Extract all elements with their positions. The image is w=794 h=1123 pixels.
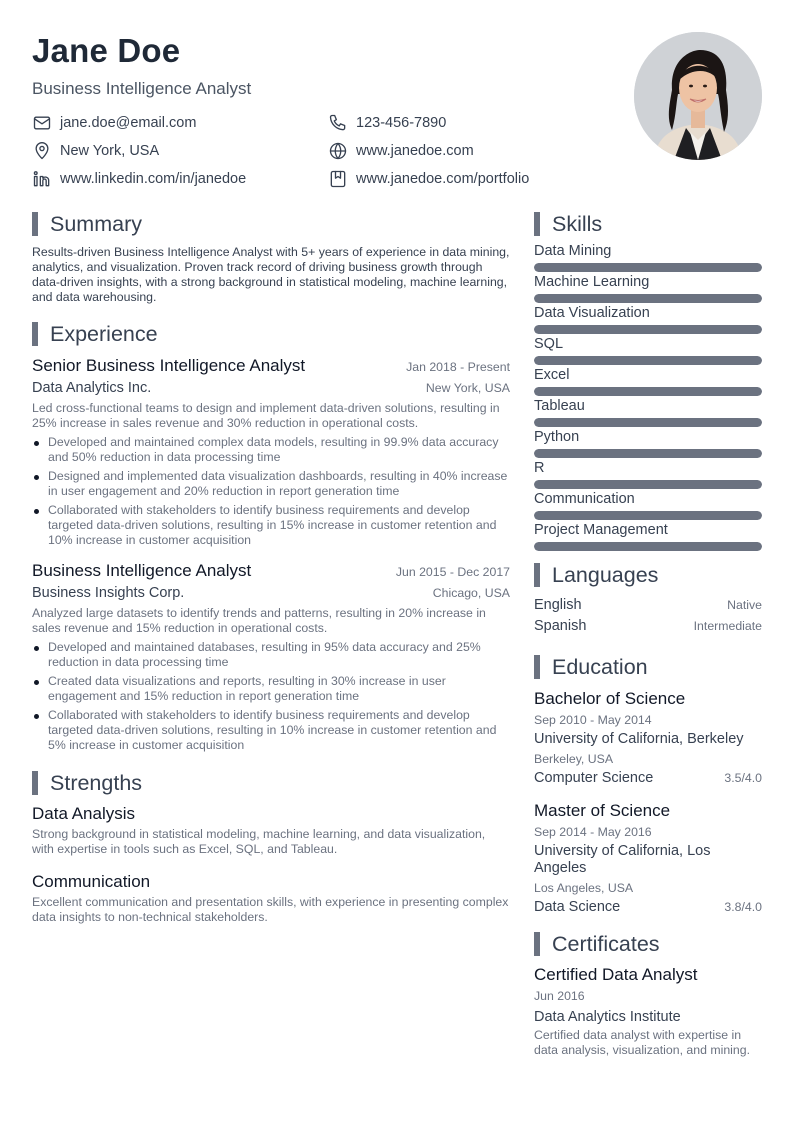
job-bullet: Created data visualizations and reports, resulting in 30% increase in user engagement and 15% reduction in report generation time: [32, 674, 510, 704]
section-accent-bar: [32, 322, 38, 346]
education-school: University of California, Berkeley: [534, 731, 744, 747]
languages-list: [534, 597, 762, 639]
skill-bar-fill: [534, 356, 762, 365]
languages-heading: [534, 563, 762, 587]
contact-website[interactable]: [328, 140, 474, 162]
certificate-description: Certified data analyst with expertise in data analysis, visualization, and mining.: [534, 1028, 751, 1057]
section-accent-bar: [32, 212, 38, 236]
skill-name: Tableau: [534, 398, 585, 414]
location-text: New York, USA: [60, 143, 160, 159]
education-degree: Master of Science: [534, 801, 671, 820]
skill-bar-fill: [534, 480, 762, 489]
main-column: [32, 212, 510, 925]
skill-item: [534, 273, 762, 304]
contact-email[interactable]: [32, 112, 196, 134]
language-item: [534, 618, 762, 639]
skills-list: [534, 242, 762, 552]
phone-text: 123-456-7890: [356, 115, 447, 131]
job-location: New York, USA: [425, 381, 510, 395]
skill-item: [534, 490, 762, 521]
experience-heading: [32, 322, 510, 346]
language-level: Native: [727, 598, 762, 612]
job-entry: [32, 355, 510, 548]
skills-section: [534, 212, 762, 552]
contact-location: [32, 140, 159, 162]
language-level: Intermediate: [693, 619, 762, 633]
skill-bar: [534, 511, 762, 520]
job-location: Chicago, USA: [432, 586, 510, 600]
education-item: [534, 688, 762, 786]
skill-bar: [534, 294, 762, 303]
job-company: Business Insights Corp.: [32, 585, 185, 601]
linkedin-icon: [32, 169, 52, 189]
candidate-name: Jane Doe: [32, 32, 181, 69]
contact-portfolio[interactable]: [328, 168, 529, 190]
skills-heading: [534, 212, 762, 236]
education-degree: Bachelor of Science: [534, 689, 686, 708]
job-entry: [32, 560, 510, 753]
certificate-issuer: Data Analytics Institute: [534, 1009, 681, 1025]
skill-bar: [534, 325, 762, 334]
phone-icon: [328, 113, 348, 133]
education-gpa: 3.5/4.0: [724, 771, 762, 785]
resume-header: [32, 30, 622, 100]
contact-linkedin[interactable]: [32, 168, 246, 190]
skill-name: Python: [534, 429, 580, 445]
education-section: [534, 655, 762, 915]
profile-photo: [634, 32, 762, 160]
contact-phone[interactable]: [328, 112, 446, 134]
summary-section: [32, 212, 510, 305]
summary-text: Results-driven Business Intelligence Analyst with 5+ years of experience in data mining, analytics, and visualization. Proven track record of driving business growth through data-driven insights, with a strong background in statistical modeling, machine learning, and data warehousing.: [32, 245, 510, 304]
section-accent-bar: [534, 212, 540, 236]
section-heading-text: Summary: [50, 211, 142, 236]
education-gpa: 3.8/4.0: [724, 900, 762, 914]
certificates-heading: [534, 932, 762, 956]
map-pin-icon: [32, 141, 52, 161]
languages-section: [534, 563, 762, 639]
skill-bar-fill: [534, 511, 762, 520]
skill-name: Machine Learning: [534, 274, 650, 290]
section-accent-bar: [534, 655, 540, 679]
skill-item: [534, 459, 762, 490]
skill-bar-fill: [534, 449, 762, 458]
job-title: Senior Business Intelligence Analyst: [32, 356, 306, 375]
education-item: [534, 800, 762, 915]
skill-bar-fill: [534, 263, 762, 272]
strengths-heading: [32, 771, 510, 795]
job-bullets: [32, 640, 510, 753]
job-title: Business Intelligence Analyst: [32, 561, 252, 580]
certificates-section: [534, 932, 762, 1058]
skill-item: [534, 304, 762, 335]
experience-section: [32, 322, 510, 753]
education-field: Computer Science: [534, 770, 654, 786]
skill-bar: [534, 542, 762, 551]
education-date: Sep 2010 - May 2014: [534, 713, 652, 727]
education-location: Los Angeles, USA: [534, 881, 634, 895]
certificate-date: Jun 2016: [534, 989, 585, 1003]
strength-description: Excellent communication and presentation skills, with experience in presenting complex data insights to non-technical stakeholders.: [32, 895, 509, 924]
section-heading-text: Strengths: [50, 770, 143, 795]
mail-icon: [32, 113, 52, 133]
language-name: Spanish: [534, 618, 587, 634]
candidate-title: Business Intelligence Analyst: [32, 79, 252, 98]
language-name: English: [534, 597, 582, 613]
job-bullet: Collaborated with stakeholders to identify business requirements and develop targeted data-driven solutions, resulting in 15% increase in customer retention and 10% increase in customer acquisition: [32, 503, 510, 548]
education-field: Data Science: [534, 899, 621, 915]
email-text: jane.doe@email.com: [60, 115, 197, 131]
job-date: Jan 2018 - Present: [406, 360, 510, 374]
section-heading-text: Languages: [552, 562, 659, 587]
skill-bar-fill: [534, 387, 762, 396]
globe-icon: [328, 141, 348, 161]
job-date: Jun 2015 - Dec 2017: [395, 565, 510, 579]
strength-description: Strong background in statistical modeling, machine learning, and data visualization, with expertise in tools such as Excel, SQL, and Tableau.: [32, 827, 486, 856]
job-bullet: Developed and maintained complex data models, resulting in 99.9% data accuracy and 50% reduction in data processing time: [32, 435, 510, 465]
section-heading-text: Experience: [50, 321, 158, 346]
section-accent-bar: [32, 771, 38, 795]
section-accent-bar: [534, 932, 540, 956]
job-description: Analyzed large datasets to identify trends and patterns, resulting in 20% increase in sales revenue and 15% reduction in operational costs.: [32, 606, 486, 635]
skill-item: [534, 242, 762, 273]
job-bullet: Designed and implemented data visualization dashboards, resulting in 40% increase in user engagement and 20% reduction in report generation time: [32, 469, 510, 499]
skill-bar-fill: [534, 294, 762, 303]
section-heading-text: Skills: [552, 211, 603, 236]
job-bullet: Collaborated with stakeholders to identify business requirements and develop targeted data-driven solutions, resulting in 10% increase in customer retention and 5% increase in customer acquisition: [32, 708, 510, 753]
strength-item: [32, 871, 510, 925]
strength-title: Communication: [32, 872, 151, 891]
skill-name: Excel: [534, 367, 570, 383]
skill-name: Data Visualization: [534, 305, 650, 321]
skill-item: [534, 335, 762, 366]
skill-item: [534, 366, 762, 397]
job-bullets: [32, 435, 510, 548]
skill-bar-fill: [534, 325, 762, 334]
bookmark-icon: [328, 169, 348, 189]
language-item: [534, 597, 762, 618]
skill-name: Project Management: [534, 522, 668, 538]
education-school: University of California, Los Angeles: [534, 843, 711, 876]
education-location: Berkeley, USA: [534, 752, 614, 766]
linkedin-text: www.linkedin.com/in/janedoe: [60, 171, 247, 187]
education-date: Sep 2014 - May 2016: [534, 825, 652, 839]
skill-bar: [534, 418, 762, 427]
portfolio-text: www.janedoe.com/portfolio: [356, 171, 530, 187]
strength-item: [32, 803, 510, 857]
job-company: Data Analytics Inc.: [32, 380, 152, 396]
job-description: Led cross-functional teams to design and implement data-driven solutions, resulting in 25% increase in sales revenue and 30% reduction in operational costs.: [32, 401, 500, 430]
skill-name: SQL: [534, 336, 564, 352]
summary-heading: [32, 212, 510, 236]
skill-item: [534, 521, 762, 552]
skill-bar: [534, 387, 762, 396]
section-accent-bar: [534, 563, 540, 587]
website-text: www.janedoe.com: [356, 143, 474, 159]
skill-bar: [534, 449, 762, 458]
skill-item: [534, 397, 762, 428]
skill-bar: [534, 356, 762, 365]
skill-bar: [534, 263, 762, 272]
education-heading: [534, 655, 762, 679]
skill-bar: [534, 480, 762, 489]
certificate-name: Certified Data Analyst: [534, 965, 698, 984]
certificate-item: [534, 964, 762, 1058]
strength-title: Data Analysis: [32, 804, 135, 823]
skill-item: [534, 428, 762, 459]
skill-bar-fill: [534, 542, 762, 551]
skill-bar-fill: [534, 418, 762, 427]
skill-name: Data Mining: [534, 243, 612, 259]
section-heading-text: Certificates: [552, 931, 660, 956]
skill-name: R: [534, 460, 545, 476]
job-bullet: Developed and maintained databases, resulting in 95% data accuracy and 25% reduction in data processing time: [32, 640, 510, 670]
section-heading-text: Education: [552, 654, 648, 679]
skill-name: Communication: [534, 491, 635, 507]
side-column: [534, 212, 762, 1058]
portrait-illustration: [634, 32, 762, 160]
strengths-section: [32, 771, 510, 925]
